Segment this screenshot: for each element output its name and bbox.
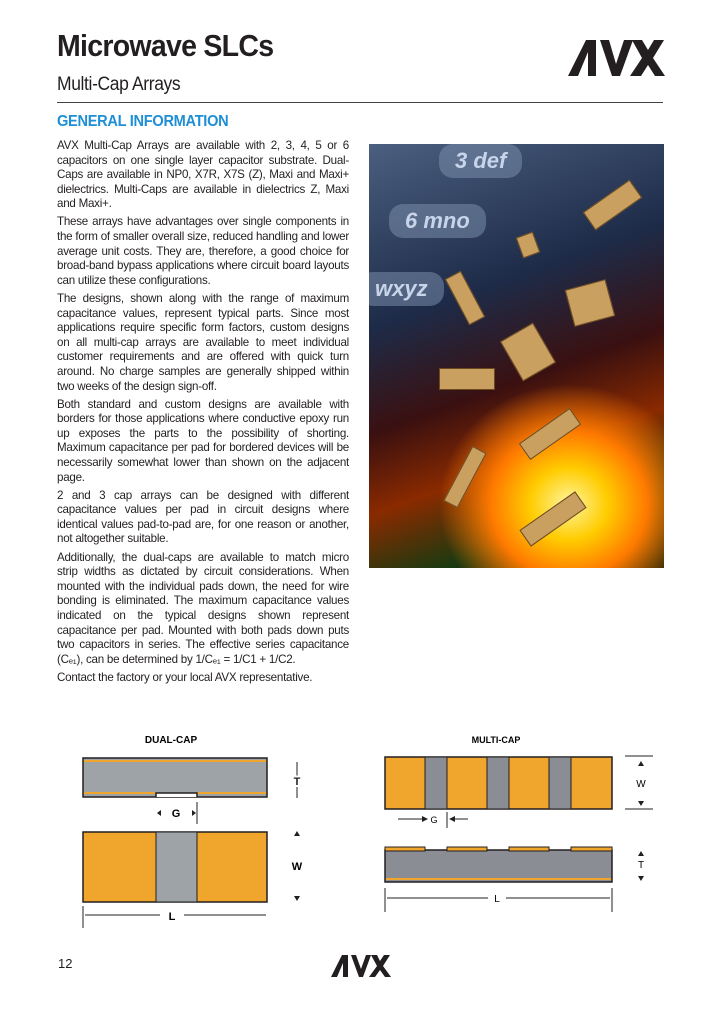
multi-cap-side-substrate xyxy=(385,850,612,882)
page-title: Microwave SLCs xyxy=(57,28,274,63)
top-pad xyxy=(447,847,487,851)
paragraph: AVX Multi-Cap Arrays are available with 2, 3, 4, 5 or 6 capacitors on one single layer capacitor substrate. Dual-Caps are available in NP0, X7R, X7S (Z), Maxi and Maxi+ dielectrics. Multi-Caps are available in dielectrics Z, Maxi and Maxi+. xyxy=(57,139,349,211)
keypad-key: 3 def xyxy=(439,144,522,178)
page-number: 12 xyxy=(58,956,73,971)
l-label: L xyxy=(168,911,176,923)
gap-region xyxy=(156,832,197,902)
capacitor-chip xyxy=(519,491,586,546)
arrow-icon xyxy=(638,801,644,806)
arrow-icon xyxy=(294,831,300,836)
header-divider xyxy=(57,102,663,103)
paragraph: Contact the factory or your local AVX representative. xyxy=(57,670,313,684)
arrow-icon xyxy=(638,761,644,766)
page-subtitle: Multi-Cap Arrays xyxy=(57,74,181,95)
bottom-electrode xyxy=(386,878,611,880)
capacitor-chip xyxy=(565,279,615,327)
dual-cap-title: DUAL-CAP xyxy=(144,735,198,746)
top-pad xyxy=(571,847,612,851)
capacitor-chip xyxy=(583,180,642,231)
paragraph: These arrays have advantages over single components in the form of smaller overall size, reduced handling and lower average unit costs. They are, therefore, a good choice for broad-band bypass applications where circuit board layouts can utilize these configurations. xyxy=(57,215,349,287)
capacitor-chip xyxy=(516,232,540,259)
dual-cap-diagram xyxy=(60,728,340,928)
gap-region xyxy=(487,757,509,809)
g-label: G xyxy=(171,808,181,820)
keypad-key: wxyz xyxy=(369,272,444,306)
multi-cap-diagram xyxy=(370,728,670,913)
paragraph: 2 and 3 cap arrays can be designed with different capacitance values per pad in circuit designs where identical values pad-to-pad are, for one reason or another, not altogether suitable. xyxy=(57,488,349,546)
gap-region xyxy=(549,757,571,809)
capacitor-chip xyxy=(500,323,556,382)
footer-avx-logo xyxy=(330,954,392,978)
gap-notch xyxy=(156,793,197,797)
l-label: L xyxy=(494,894,500,905)
capacitor-chip xyxy=(439,368,495,390)
avx-logo xyxy=(566,38,666,78)
dual-cap-side-substrate xyxy=(83,758,267,797)
g-label: G xyxy=(430,815,438,825)
paragraph: Both standard and custom designs are available with borders for those applications where conductive epoxy run up exposes the parts to the possibility of shorting. Maximum capacitance per pad for bordered devices will be necessarily somewhat lower than shown on the adjacent page. xyxy=(57,397,349,484)
top-pad xyxy=(509,847,549,851)
body-text xyxy=(57,139,349,689)
arrow-icon xyxy=(157,810,161,816)
product-photo xyxy=(369,144,664,568)
multi-cap-title: MULTI-CAP xyxy=(471,735,521,745)
bottom-pad xyxy=(197,792,266,794)
gap-region xyxy=(425,757,447,809)
arrow-icon xyxy=(638,851,644,856)
paragraph: The designs, shown along with the range of maximum capacitance values, represent typical parts. Since most applications require specific form factors, custom designs on all multi-cap arrays are available to meet individual customer requirements and are offered with quick turn around. No charge samples are generally shipped within two weeks of the design sign-off. xyxy=(57,291,349,393)
capacitor-chip xyxy=(445,271,485,325)
t-label: T xyxy=(637,860,645,871)
arrow-icon xyxy=(449,816,455,822)
capacitor-chip xyxy=(443,446,486,508)
top-pad xyxy=(385,847,425,851)
paragraph: Additionally, the dual-caps are available to match micro strip widths as dictated by circuit considerations. When mounted with the individual pads down, the need for wire bonding is eliminated. The maximum capacitance values indicated on the typical designs shown represent capacitance per pad. Mounted with both pads down puts two capacitors in series. The effective series capacitance (Cₑ₁), can be determined by 1/Cₑ₁ = 1/C1 + 1/C2. xyxy=(57,550,349,666)
top-electrode xyxy=(84,760,266,762)
arrow-icon xyxy=(422,816,428,822)
keypad-key: 6 mno xyxy=(389,204,486,238)
bottom-pad xyxy=(84,792,156,794)
t-label: T xyxy=(293,776,301,788)
arrow-icon xyxy=(192,810,196,816)
section-heading: GENERAL INFORMATION xyxy=(57,113,229,130)
w-label: W xyxy=(636,779,646,790)
w-label: W xyxy=(291,861,303,873)
arrow-icon xyxy=(638,876,644,881)
capacitor-chip xyxy=(519,408,581,460)
arrow-icon xyxy=(294,896,300,901)
